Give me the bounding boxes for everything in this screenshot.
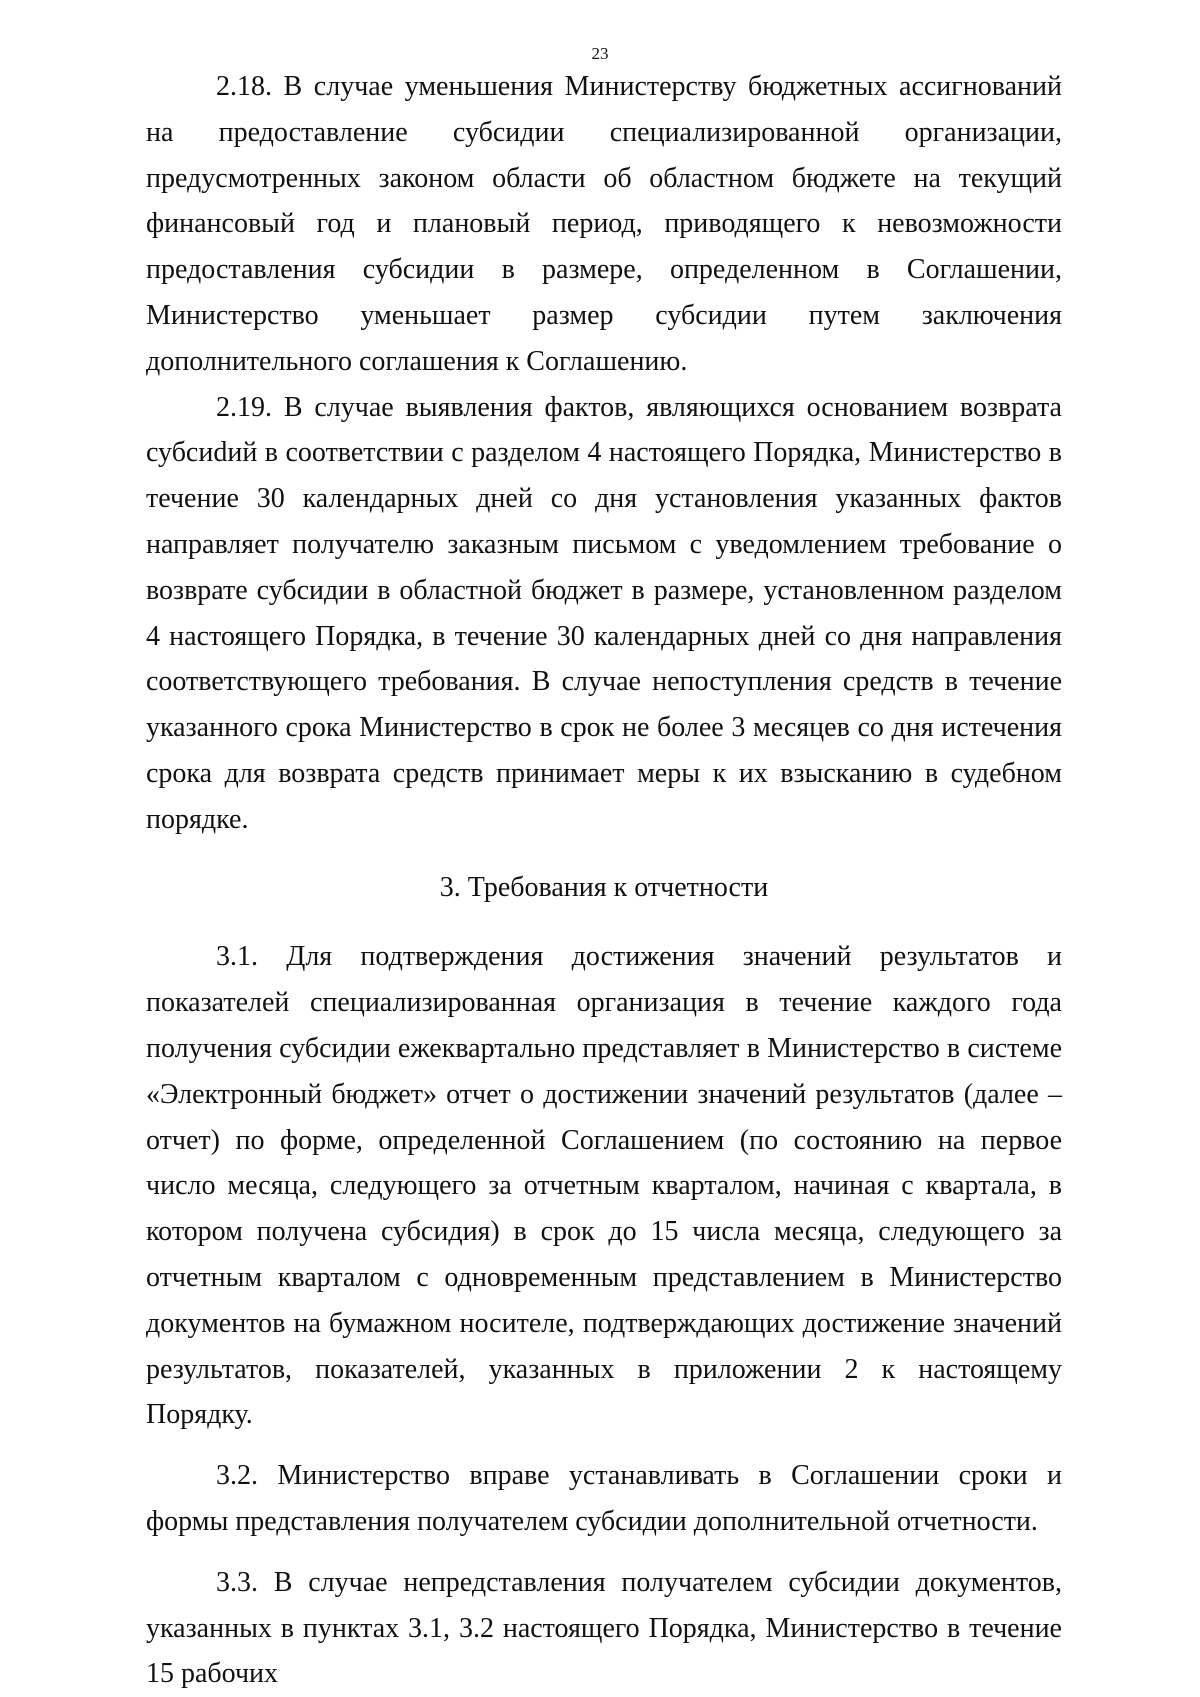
- paragraph-3-2: 3.2. Министерство вправе устанавливать в Соглашении сроки и формы представления получателем субсидии дополнительной отчетности.: [146, 1460, 1062, 1537]
- section-3-heading: 3. Требования к отчетности: [439, 871, 769, 903]
- document-body: [146, 64, 1062, 1697]
- paragraph-3-1: 3.1. Для подтверждения достижения значений результатов и показателей специализированная организация в течение каждого года получения субсидии ежеквартально представляет в Министерство в системе «Электронный бюджет» отчет о достижении значений результатов (далее – отчет) по форме, определенной Соглашением (по состоянию на первое число месяца, следующего за отчетным кварталом, начиная с квартала, в котором получена субсидия) в срок до 15 числа месяца, следующего за отчетным кварталом с одновременным представлением в Министерство документов на бумажном носителе, подтверждающих достижение значений результатов, показателей, указанных в приложении 2 к настоящему Порядку.: [146, 941, 1062, 1431]
- paragraph-3-3: 3.3. В случае непредставления получателем субсидии документов, указанных в пунктах 3.1, 3.2 настоящего Порядка, Министерство в течение 15 рабочих: [146, 1566, 1062, 1690]
- paragraph-2-19: 2.19. В случае выявления фактов, являющихся основанием возврата субсиdий в соответствии с разделом 4 настоящего Порядка, Министерство в течение 30 календарных дней со дня установления указанных фактов направляет получателю заказным письмом с уведомлением требование о возврате субсидии в областной бюджет в размере, установленном разделом 4 настоящего Порядка, в течение 30 календарных дней со дня направления соответствующего требования. В случае непоступления средств в течение указанного срока Министерство в срок не более 3 месяцев со дня истечения срока для возврата средств принимает меры к их взысканию в судебном порядке.: [146, 391, 1062, 835]
- paragraph-2-18: 2.18. В случае уменьшения Министерству бюджетных ассигнований на предоставление субсидии специализированной организации, предусмотренных законом области об областном бюджете на текущий финансовый год и плановый период, приводящего к невозможности предоставления субсидии в размере, определенном в Соглашении, Министерство уменьшает размер субсидии путем заключения дополнительного соглашения к Соглашению.: [146, 71, 1062, 377]
- page-number: 23: [591, 44, 609, 63]
